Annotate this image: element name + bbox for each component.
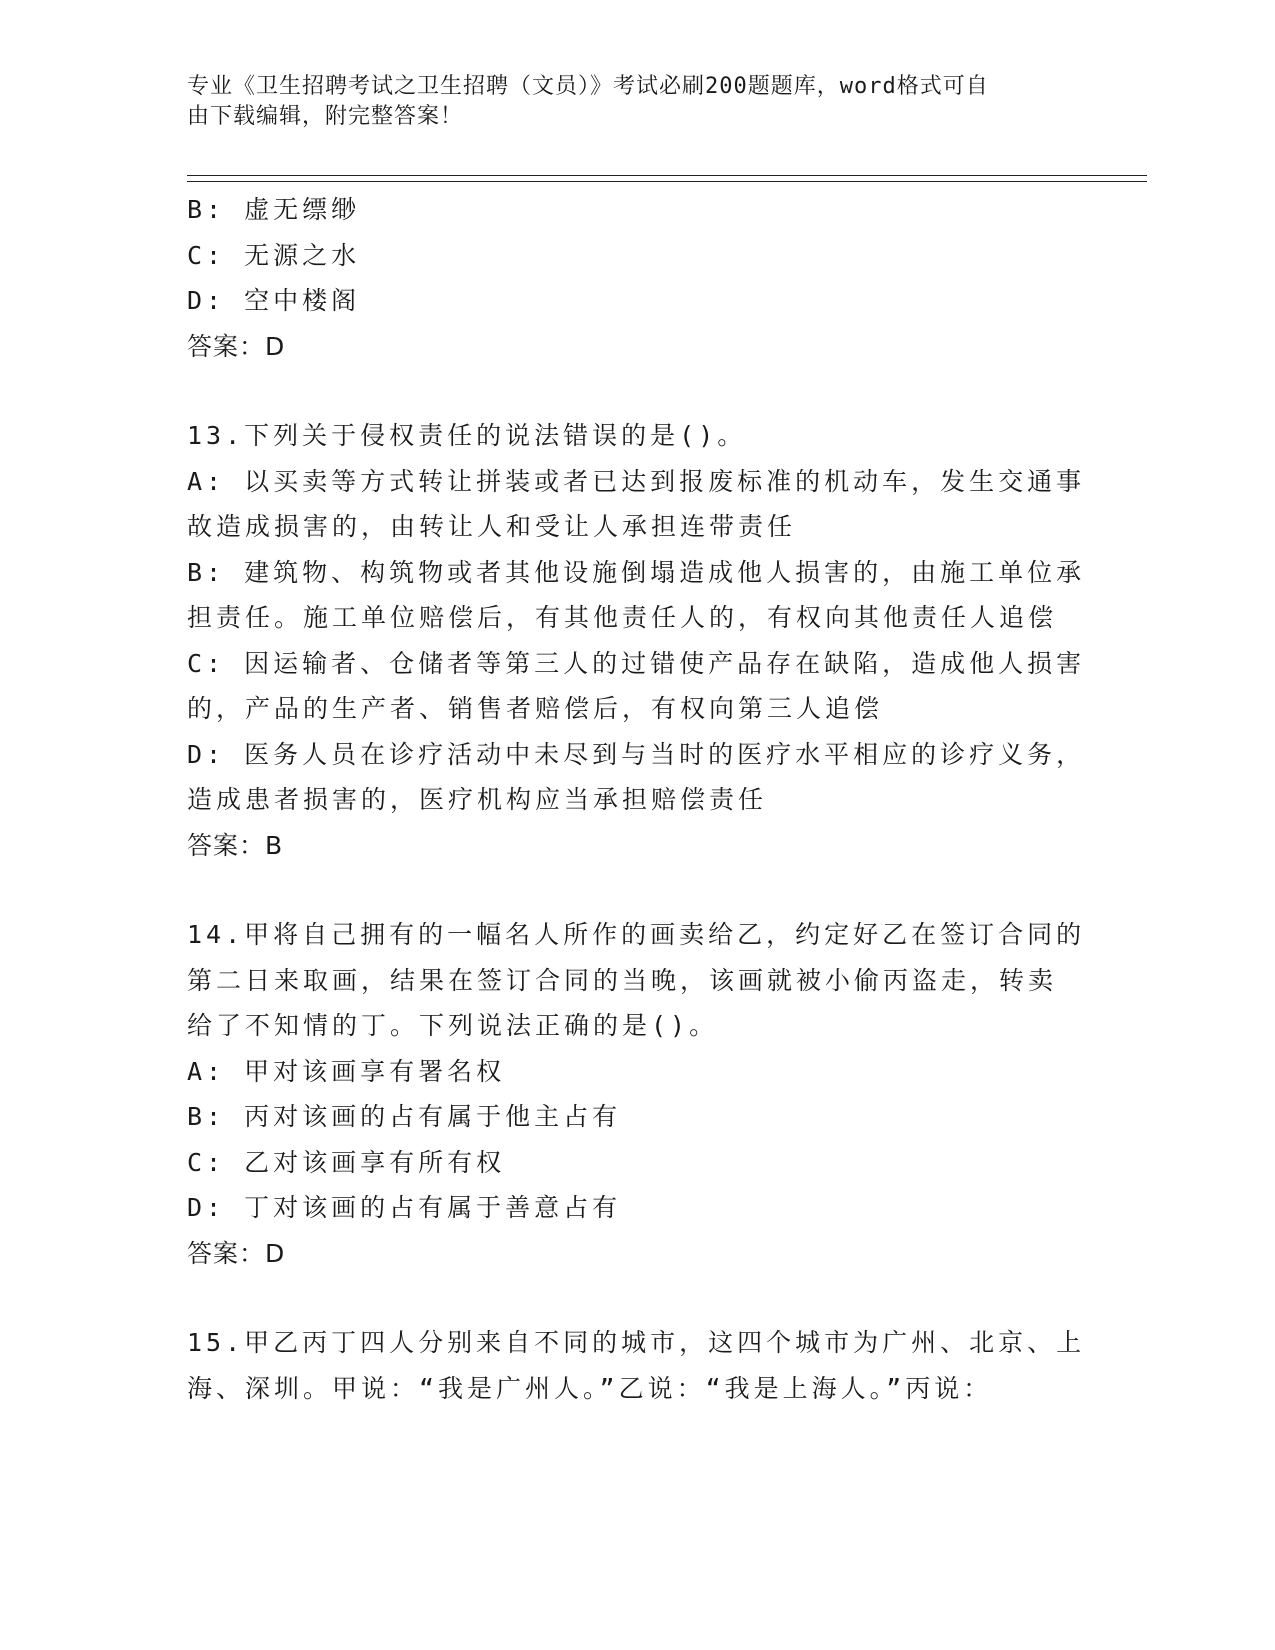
q12-answer: 答案：D <box>187 331 286 361</box>
q14-option-d: D: 丁对该画的占有属于善意占有 <box>187 1193 622 1222</box>
question-content <box>187 187 1086 1411</box>
question-14 <box>187 912 1086 1276</box>
header-divider-bottom <box>187 181 1147 182</box>
question-13 <box>187 413 1086 868</box>
q14-option-c: C: 乙对该画享有所有权 <box>187 1147 506 1177</box>
question-12 <box>187 187 1077 369</box>
q12-option-b: B: 虚无缥缈 <box>187 195 361 224</box>
q14-answer: 答案：D <box>187 1238 286 1268</box>
q13-option-b-line-1: B: 建筑物、构筑物或者其他设施倒塌造成他人损害的，由施工单位承 <box>187 557 1086 587</box>
q14-stem-line-3: 给了不知情的丁。下列说法正确的是()。 <box>187 1011 719 1040</box>
q13-stem: 13.下列关于侵权责任的说法错误的是()。 <box>187 421 747 450</box>
q13-option-d-line-2: 造成患者损害的，医疗机构应当承担赔偿责任 <box>187 785 768 814</box>
q13-option-a-line-1: A: 以买卖等方式转让拼装或者已达到报废标准的机动车，发生交通事 <box>187 466 1086 496</box>
q14-stem-line-1: 14.甲将自己拥有的一幅名人所作的画卖给乙，约定好乙在签订合同的 <box>187 920 1086 949</box>
q14-option-b: B: 丙对该画的占有属于他主占有 <box>187 1102 622 1131</box>
header-divider-top <box>187 175 1147 176</box>
q12-option-c: C: 无源之水 <box>187 240 361 270</box>
q12-option-d: D: 空中楼阁 <box>187 286 361 315</box>
q14-stem-line-2: 第二日来取画，结果在签订合同的当晚，该画就被小偷丙盗走，转卖 <box>187 965 1058 995</box>
q15-stem-line-2: 海、深圳。甲说：“我是广州人。”乙说：“我是上海人。”丙说： <box>187 1373 993 1403</box>
header-line-1: 专业《卫生招聘考试之卫生招聘（文员）》考试必刷200题题库，word格式可自 <box>187 74 989 99</box>
q13-option-c-line-1: C: 因运输者、仓储者等第三人的过错使产品存在缺陷，造成他人损害 <box>187 648 1086 678</box>
q13-option-a-line-2: 故造成损害的，由转让人和受让人承担连带责任 <box>187 512 797 541</box>
q13-option-b-line-2: 担责任。施工单位赔偿后，有其他责任人的，有权向其他责任人追偿 <box>187 603 1058 632</box>
document-header <box>187 72 1067 132</box>
q15-stem-line-1: 15.甲乙丙丁四人分别来自不同的城市，这四个城市为广州、北京、上 <box>187 1328 1086 1357</box>
q14-option-a: A: 甲对该画享有署名权 <box>187 1056 506 1086</box>
q13-answer: 答案：B <box>187 830 284 860</box>
q13-option-c-line-2: 的，产品的生产者、销售者赔偿后，有权向第三人追偿 <box>187 694 884 723</box>
header-line-2: 由下载编辑，附完整答案！ <box>187 104 464 129</box>
question-15 <box>187 1320 1086 1411</box>
q13-option-d-line-1: D: 医务人员在诊疗活动中未尽到与当时的医疗水平相应的诊疗义务， <box>187 739 1086 769</box>
